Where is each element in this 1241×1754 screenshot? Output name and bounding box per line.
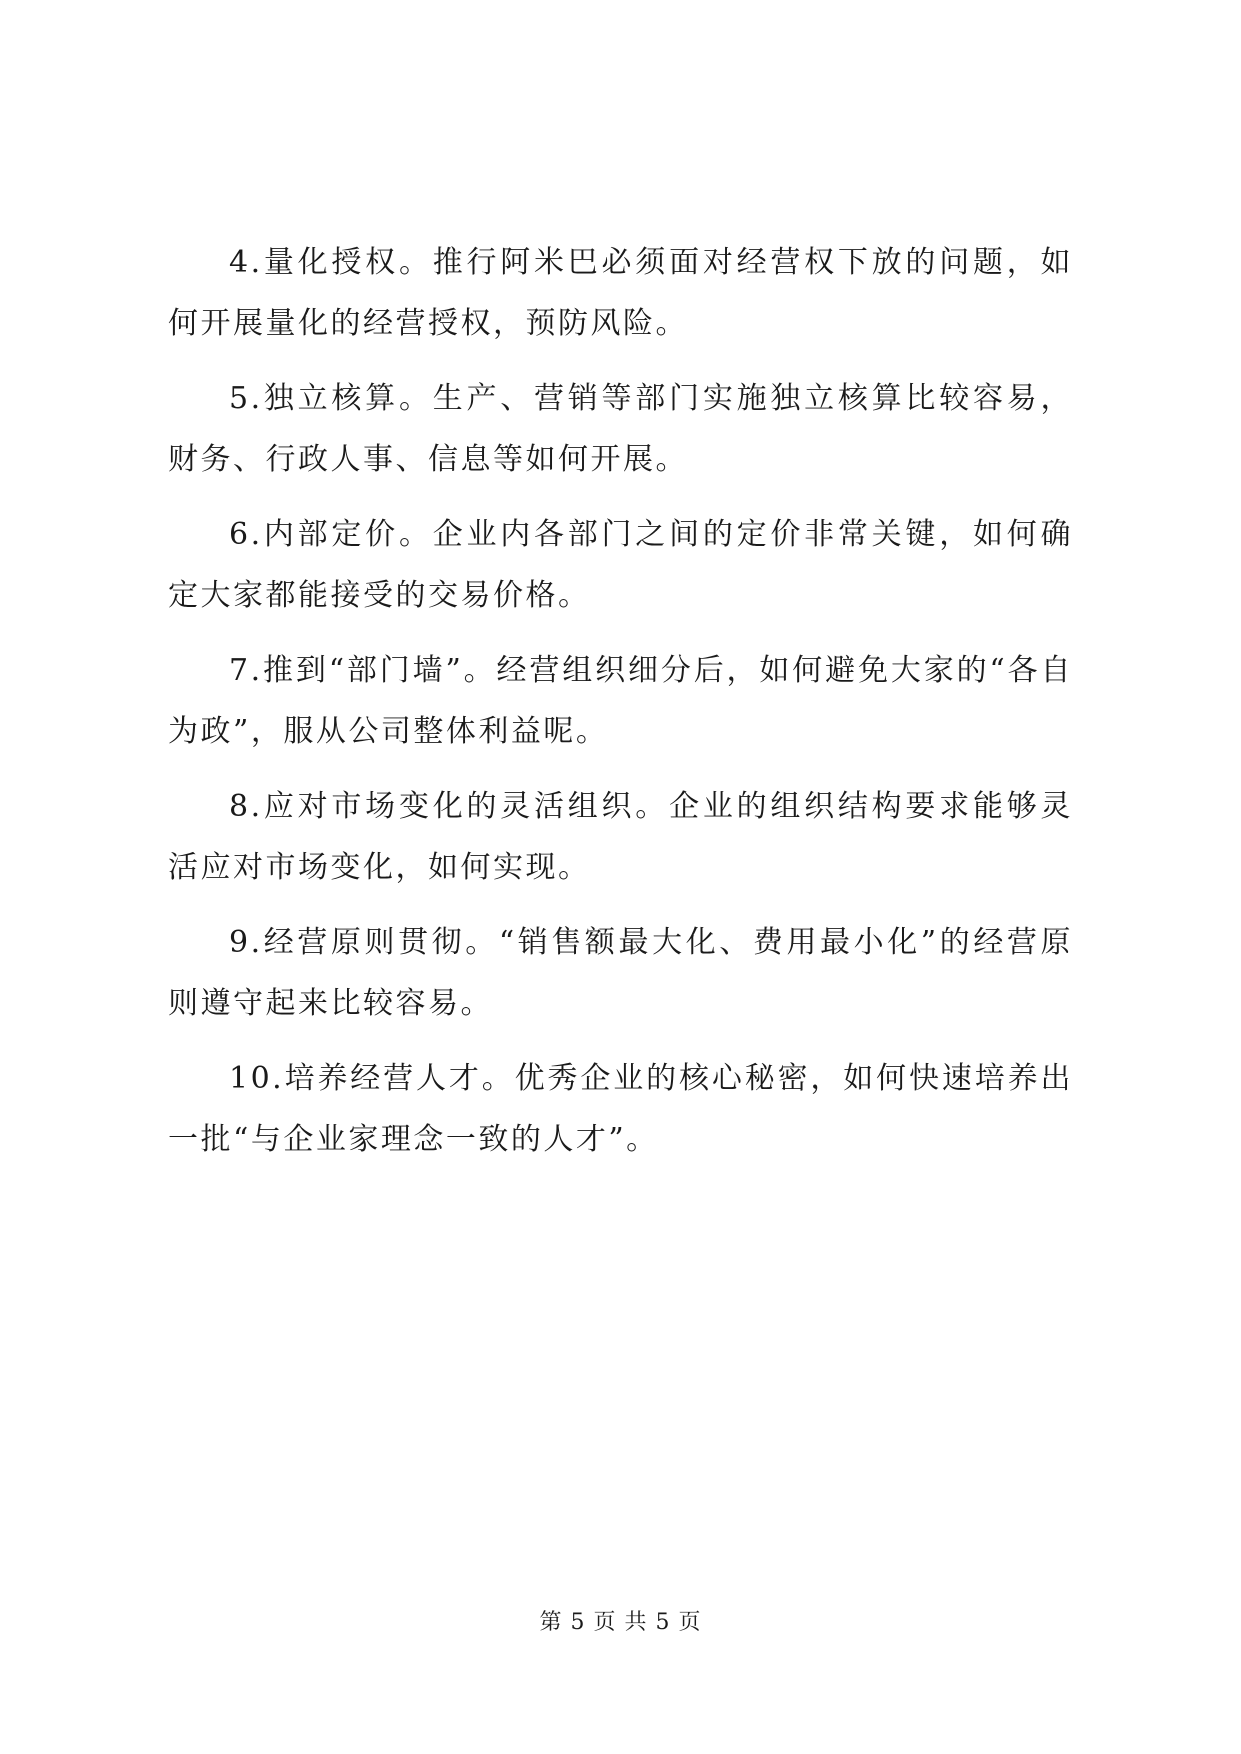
- document-body: [168, 232, 1073, 1184]
- paragraph-item-8: 8.应对市场变化的灵活组织。企业的组织结构要求能够灵活应对市场变化，如何实现。: [168, 789, 1073, 885]
- paragraph-item-9: 9.经营原则贯彻。“销售额最大化、费用最小化”的经营原则遵守起来比较容易。: [168, 925, 1073, 1021]
- paragraph-item-7: 7.推到“部门墙”。经营组织细分后，如何避免大家的“各自为政”，服从公司整体利益呢。: [168, 653, 1073, 749]
- page-indicator: 第 5 页 共 5 页: [539, 1610, 702, 1635]
- paragraph-item-10: 10.培养经营人才。优秀企业的核心秘密，如何快速培养出一批“与企业家理念一致的人才”。: [168, 1061, 1073, 1157]
- paragraph-item-4: 4.量化授权。推行阿米巴必须面对经营权下放的问题，如何开展量化的经营授权，预防风险。: [168, 245, 1073, 341]
- paragraph-item-5: 5.独立核算。生产、营销等部门实施独立核算比较容易，财务、行政人事、信息等如何开展。: [168, 381, 1073, 477]
- page-footer: [0, 1605, 1241, 1636]
- paragraph-item-6: 6.内部定价。企业内各部门之间的定价非常关键，如何确定大家都能接受的交易价格。: [168, 517, 1073, 613]
